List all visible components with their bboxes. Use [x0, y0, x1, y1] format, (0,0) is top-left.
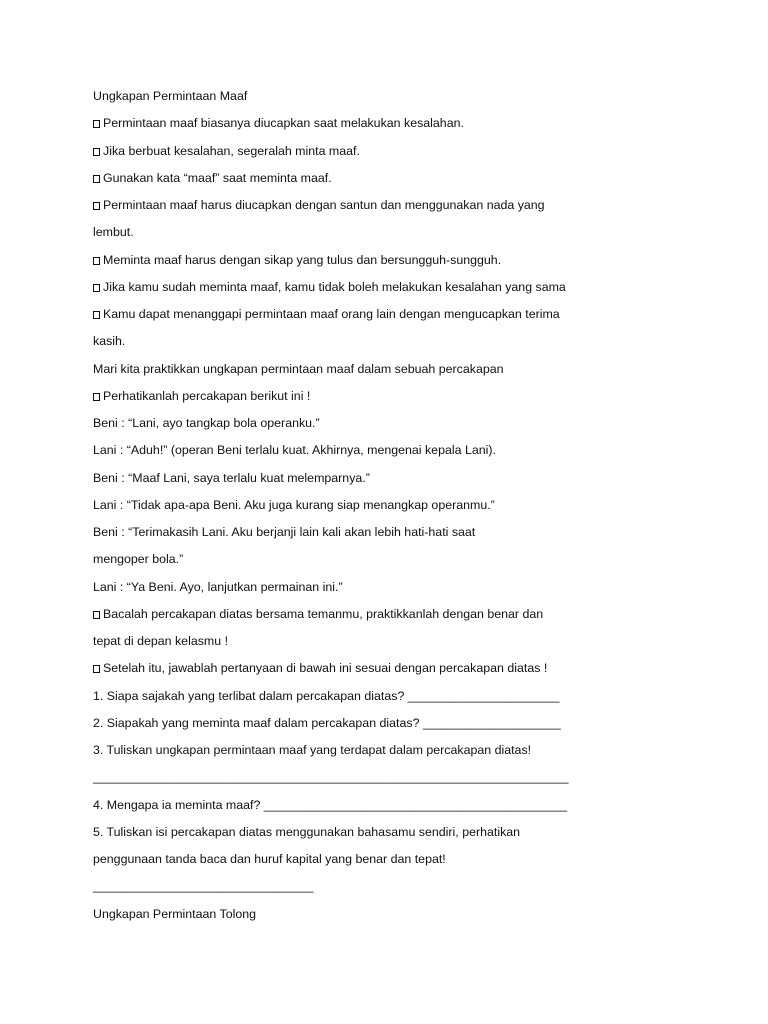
line-text: tepat di depan kelasmu !: [93, 634, 229, 648]
dialogue-line: [93, 576, 613, 603]
line-text: 1. Siapa sajakah yang terlibat dalam percakapan diatas? ______________________: [93, 688, 560, 703]
bullet-line: [93, 167, 613, 194]
line-text: Kamu dapat menanggapi permintaan maaf orang lain dengan mengucapkan terima: [103, 307, 560, 321]
text-line: [93, 221, 613, 248]
bullet-line: [93, 385, 613, 412]
bullet-line: [93, 249, 613, 276]
line-text: Jika berbuat kesalahan, segeralah minta maaf.: [103, 143, 360, 158]
bullet-line: [93, 112, 613, 139]
dialogue-line: [93, 494, 613, 521]
line-text: Lani : “Tidak apa-apa Beni. Aku juga kurang siap menangkap operanmu.”: [93, 497, 495, 512]
document-body: [93, 85, 613, 930]
line-text: _____________________________________________________________________: [93, 770, 569, 785]
question-line: [93, 821, 613, 848]
line-text: 5. Tuliskan isi percakapan diatas menggunakan bahasamu sendiri, perhatikan: [93, 824, 521, 839]
answer-blank-line: [93, 766, 613, 793]
bullet-box-icon: [93, 120, 100, 128]
line-text: Setelah itu, jawablah pertanyaan di bawah ini sesuai dengan percakapan diatas !: [103, 661, 548, 676]
line-text: Beni : “Maaf Lani, saya terlalu kuat melemparnya.”: [93, 470, 370, 485]
answer-blank-line: [93, 875, 613, 902]
bullet-box-icon: [93, 611, 100, 619]
section-title: [93, 85, 613, 112]
bullet-line: [93, 194, 613, 221]
line-text: Beni : “Terimakasih Lani. Aku berjanji lain kali akan lebih hati-hati saat: [93, 525, 476, 539]
bullet-line: [93, 140, 613, 167]
bullet-box-icon: [93, 257, 100, 265]
dialogue-line: [93, 439, 613, 466]
dialogue-line: [93, 412, 613, 439]
bullet-box-icon: [93, 148, 100, 156]
line-text: Jika kamu sudah meminta maaf, kamu tidak boleh melakukan kesalahan yang sama: [103, 279, 566, 294]
question-line: [93, 685, 613, 712]
line-text: Bacalah percakapan diatas bersama temanmu, praktikkanlah dengan benar dan: [103, 606, 544, 621]
line-text: Lani : “Ya Beni. Ayo, lanjutkan permainan ini.”: [93, 579, 343, 594]
line-text: Gunakan kata “maaf” saat meminta maaf.: [103, 170, 332, 185]
section-title: [93, 903, 613, 930]
line-text: Perhatikanlah percakapan berikut ini !: [103, 388, 311, 403]
line-text: Beni : “Lani, ayo tangkap bola operanku.”: [93, 416, 320, 430]
question-line: [93, 794, 613, 821]
question-line: [93, 848, 613, 875]
dialogue-line: [93, 521, 613, 548]
line-text: penggunaan tanda baca dan huruf kapital yang benar dan tepat!: [93, 852, 446, 866]
line-text: 2. Siapakah yang meminta maaf dalam percakapan diatas? ____________________: [93, 715, 561, 730]
line-text: Lani : “Aduh!” (operan Beni terlalu kuat. Akhirnya, mengenai kepala Lani).: [93, 443, 496, 458]
bullet-line: [93, 276, 613, 303]
dialogue-line: [93, 467, 613, 494]
line-text: lembut.: [93, 225, 134, 240]
bullet-box-icon: [93, 311, 100, 319]
line-text: 3. Tuliskan ungkapan permintaan maaf yang terdapat dalam percakapan diatas!: [93, 743, 532, 757]
bullet-box-icon: [93, 284, 100, 292]
line-text: mengoper bola.”: [93, 552, 184, 567]
question-line: [93, 739, 613, 766]
bullet-box-icon: [93, 393, 100, 401]
line-text: Mari kita praktikkan ungkapan permintaan maaf dalam sebuah percakapan: [93, 361, 504, 376]
line-text: ________________________________: [93, 879, 314, 894]
line-text: Permintaan maaf biasanya diucapkan saat melakukan kesalahan.: [103, 116, 464, 131]
line-text: 4. Mengapa ia meminta maaf? ____________________________________________: [93, 797, 568, 812]
text-line: [93, 630, 613, 657]
bullet-box-icon: [93, 175, 100, 183]
line-text: Ungkapan Permintaan Tolong: [93, 906, 257, 921]
line-text: Ungkapan Permintaan Maaf: [93, 89, 248, 103]
dialogue-line: [93, 548, 613, 575]
text-line: [93, 358, 613, 385]
bullet-box-icon: [93, 202, 100, 210]
line-text: Meminta maaf harus dengan sikap yang tulus dan bersungguh-sungguh.: [103, 252, 502, 267]
bullet-line: [93, 603, 613, 630]
bullet-line: [93, 657, 613, 684]
bullet-line: [93, 303, 613, 330]
question-line: [93, 712, 613, 739]
line-text: kasih.: [93, 334, 126, 349]
text-line: [93, 330, 613, 357]
bullet-box-icon: [93, 665, 100, 673]
line-text: Permintaan maaf harus diucapkan dengan santun dan menggunakan nada yang: [103, 198, 545, 212]
